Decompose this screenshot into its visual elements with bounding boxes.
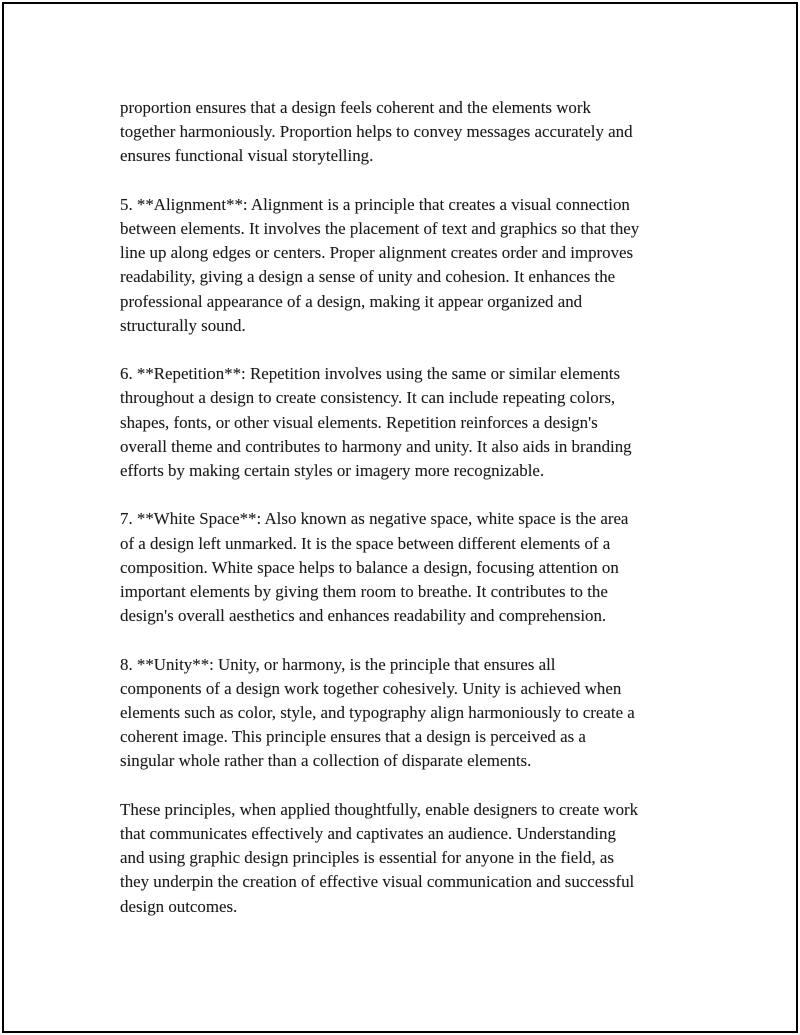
paragraph-alignment: 5. **Alignment**: Alignment is a principle that creates a visual connection between elements. It involves the placement of text and graphics so that they line up along edges or centers. Proper alignment creates order and improves readability, giving a design a sense of unity and cohesion. It enhances the professional appearance of a design, making it appear organized and structurally sound. xyxy=(120,194,640,335)
paragraph-proportion-continued: proportion ensures that a design feels coherent and the elements work together harmoniously. Proportion helps to convey messages accurately and ensures functional visual storytelling. xyxy=(120,98,633,166)
paragraph-conclusion: These principles, when applied thoughtfully, enable designers to create work that communicates effectively and captivates an audience. Understanding and using graphic design principles is essential for anyone in the field, as they underpin the creation of effective visual communication and successful design outcomes. xyxy=(120,799,639,916)
paragraph-white-space: 7. **White Space**: Also known as negative space, white space is the area of a design left unmarked. It is the space between different elements of a composition. White space helps to balance a design, focusing attention on important elements by giving them room to breathe. It contributes to the design's overall aesthetics and enhances readability and comprehension. xyxy=(120,509,629,626)
document-page xyxy=(2,2,798,1033)
document-body xyxy=(120,96,692,943)
paragraph-repetition: 6. **Repetition**: Repetition involves using the same or similar elements throughout a design to create consistency. It can include repeating colors, shapes, fonts, or other visual elements. Repetition reinforces a design's overall theme and contributes to harmony and unity. It also aids in branding efforts by making certain styles or imagery more recognizable. xyxy=(120,364,632,481)
paragraph-unity: 8. **Unity**: Unity, or harmony, is the principle that ensures all components of a design work together cohesively. Unity is achieved when elements such as color, style, and typography align harmoniously to create a coherent image. This principle ensures that a design is perceived as a singular whole rather than a collection of disparate elements. xyxy=(120,654,635,771)
